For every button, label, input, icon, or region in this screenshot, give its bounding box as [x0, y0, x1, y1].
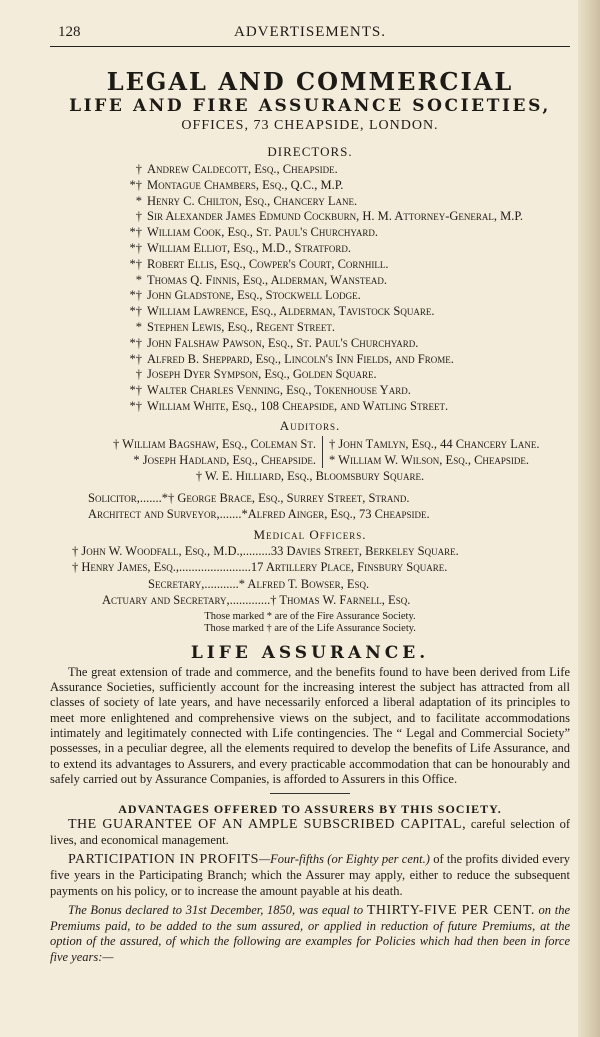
director-entry: [50, 336, 570, 352]
director-entry: [50, 304, 570, 320]
participation-caps: PARTICIPATION IN PROFITS: [68, 852, 259, 868]
director-mark: *†: [129, 225, 142, 240]
auditors-grid: [50, 436, 570, 468]
running-head: [50, 18, 570, 42]
participation-italic: —Four-fifths (or Eighty per cent.): [258, 852, 430, 867]
company-title-line2: LIFE AND FIRE ASSURANCE SOCIETIES,: [69, 96, 551, 116]
director-entry: [50, 273, 570, 289]
director-mark: *: [135, 319, 142, 334]
director-entry: [50, 320, 570, 336]
director-mark: †: [135, 162, 142, 176]
director-entry: [50, 178, 570, 194]
actuary-line: Actuary and Secretary,.............† Thomas W. Farnell, Esq.: [102, 593, 411, 608]
architect-line: Architect and Surveyor,.......*Alfred Ainger, Esq., 73 Cheapside.: [88, 507, 430, 522]
participation-paragraph: [50, 852, 570, 899]
directors-list: [50, 162, 570, 415]
guarantee-caps: THE GUARANTEE OF AN AMPLE SUBSCRIBED CAPITAL,: [68, 817, 467, 833]
document-page: [50, 18, 570, 965]
director-name: William White, Esq., 108 Cheapside, and Watling Street.: [147, 398, 449, 413]
medical-officer-line: † John W. Woodfall, Esq., M.D.,.........33 Davies Street, Berkeley Square.: [72, 543, 459, 558]
guarantee-paragraph: [50, 817, 570, 848]
director-entry: [50, 352, 570, 368]
director-mark: *†: [129, 256, 142, 271]
advantages-heading: ADVANTAGES OFFERED TO ASSURERS BY THIS SOCIETY.: [118, 802, 502, 817]
director-mark: *†: [129, 351, 142, 366]
section-divider: [270, 793, 350, 794]
director-entry: [50, 194, 570, 210]
life-assurance-heading: LIFE ASSURANCE.: [190, 642, 430, 663]
auditor-entry: † William Bagshaw, Esq., Coleman St.: [113, 436, 316, 451]
director-entry: [50, 399, 570, 415]
director-name: Montague Chambers, Esq., Q.C., M.P.: [147, 177, 344, 192]
medical-officer-line: † Henry James, Esq.,.......................17 Artillery Place, Finsbury Square.: [72, 560, 448, 575]
director-mark: *†: [129, 383, 142, 398]
page-edge: [578, 0, 600, 1037]
auditor-entry: † W. E. Hilliard, Esq., Bloomsbury Square.: [195, 468, 425, 483]
director-mark: *†: [129, 288, 142, 303]
secretary-line: Secretary,...........* Alfred T. Bowser, Esq.: [148, 576, 370, 591]
solicitor-line: Solicitor,.......*† George Brace, Esq., Surrey Street, Strand.: [88, 490, 410, 505]
life-society-note: Those marked † are of the Life Assurance Society.: [204, 622, 416, 634]
director-name: Thomas Q. Finnis, Esq., Alderman, Wanstead.: [147, 272, 388, 287]
auditor-entry: † John Tamlyn, Esq., 44 Chancery Lane.: [329, 436, 540, 451]
participation-rest: of the profits divided every five years in the Participating Branch; which the Assurer may apply, either to reduce the subsequent payments on his policy, or to increase the amount payable at his death.: [50, 852, 570, 898]
offices-address: OFFICES, 73 CHEAPSIDE, LONDON.: [181, 118, 439, 133]
director-name: Joseph Dyer Sympson, Esq., Golden Square.: [147, 367, 377, 382]
life-assurance-paragraph: The great extension of trade and commerce, and the benefits found to have been derived from Life Assurance Societies, sufficiently account for the increasing interest the subject has attracted from all classes of society of late years, and have necessarily enforced a liberal adaptation of its principles to meet more enlightened and comprehensive views on the subject, and to facilitate accommodations intimately and legitimately connected with Life contingencies. The “ Legal and Commercial Society” possesses, in a peculiar degree, all the elements required to develop the benefits of Life Assurance, and to extend its advantages to Assurers, and every practicable accommodation that can be honourably and safely carried out by Assurance Companies, is afforded to Assurers in this Office.: [50, 664, 570, 786]
directors-heading: DIRECTORS.: [267, 144, 353, 159]
director-entry: [50, 162, 570, 178]
director-name: Alfred B. Sheppard, Esq., Lincoln's Inn Fields, and Frome.: [147, 351, 454, 366]
director-entry: [50, 257, 570, 273]
director-name: Robert Ellis, Esq., Cowper's Court, Cornhill.: [147, 256, 389, 271]
auditor-entry: * William W. Wilson, Esq., Cheapside.: [329, 452, 530, 467]
bonus-caps: THIRTY-FIVE PER CENT.: [366, 903, 535, 919]
director-mark: †: [135, 209, 142, 224]
director-entry: [50, 225, 570, 241]
director-entry: [50, 288, 570, 304]
running-title: ADVERTISEMENTS.: [233, 24, 386, 40]
director-mark: *†: [129, 398, 142, 413]
director-name: John Gladstone, Esq., Stockwell Lodge.: [147, 288, 361, 303]
header-rule: [50, 46, 570, 47]
director-name: John Falshaw Pawson, Esq., St. Paul's Churchyard.: [147, 335, 419, 350]
director-mark: *†: [129, 335, 142, 350]
medical-officers-heading: Medical Officers.: [253, 526, 367, 542]
fire-society-note: Those marked * are of the Fire Assurance Society.: [204, 610, 416, 622]
director-mark: *†: [129, 177, 142, 192]
director-name: Henry C. Chilton, Esq., Chancery Lane.: [147, 193, 358, 208]
director-entry: [50, 383, 570, 399]
director-mark: *†: [129, 240, 142, 255]
auditors-heading: Auditors.: [279, 417, 341, 433]
director-name: William Lawrence, Esq., Alderman, Tavistock Square.: [147, 304, 435, 319]
auditors-right-column: [323, 436, 570, 468]
company-title-line1: LEGAL AND COMMERCIAL: [106, 67, 514, 96]
director-mark: *: [135, 193, 142, 208]
director-mark: †: [135, 367, 142, 382]
director-mark: *†: [129, 304, 142, 319]
director-name: William Elliot, Esq., M.D., Stratford.: [147, 240, 352, 255]
director-entry: [50, 209, 570, 225]
guarantee-rest: careful selection of lives, and economical management.: [50, 817, 570, 847]
director-entry: [50, 241, 570, 257]
director-name: Sir Alexander James Edmund Cockburn, H. M. Attorney-General, M.P.: [147, 209, 524, 224]
auditors-left-column: [50, 436, 323, 468]
director-mark: *: [135, 272, 142, 287]
director-name: Stephen Lewis, Esq., Regent Street.: [147, 319, 335, 334]
director-name: Andrew Caldecott, Esq., Cheapside.: [147, 162, 338, 176]
director-name: Walter Charles Venning, Esq., Tokenhouse Yard.: [147, 383, 411, 398]
bonus-italic-2: on the Premiums paid, to be added to the sum assured, or applied in reduction of future Premiums, at the option of the assured, of which the following are examples for Policies which had then been in force five years:—: [50, 903, 570, 964]
bonus-paragraph: [50, 903, 570, 965]
director-entry: [50, 367, 570, 383]
director-name: William Cook, Esq., St. Paul's Churchyard.: [147, 225, 379, 240]
bonus-italic-1: The Bonus declared to 31st December, 1850, was equal to: [68, 903, 367, 918]
auditor-entry: * Joseph Hadland, Esq., Cheapside.: [133, 452, 316, 467]
page-number: 128: [58, 24, 81, 40]
